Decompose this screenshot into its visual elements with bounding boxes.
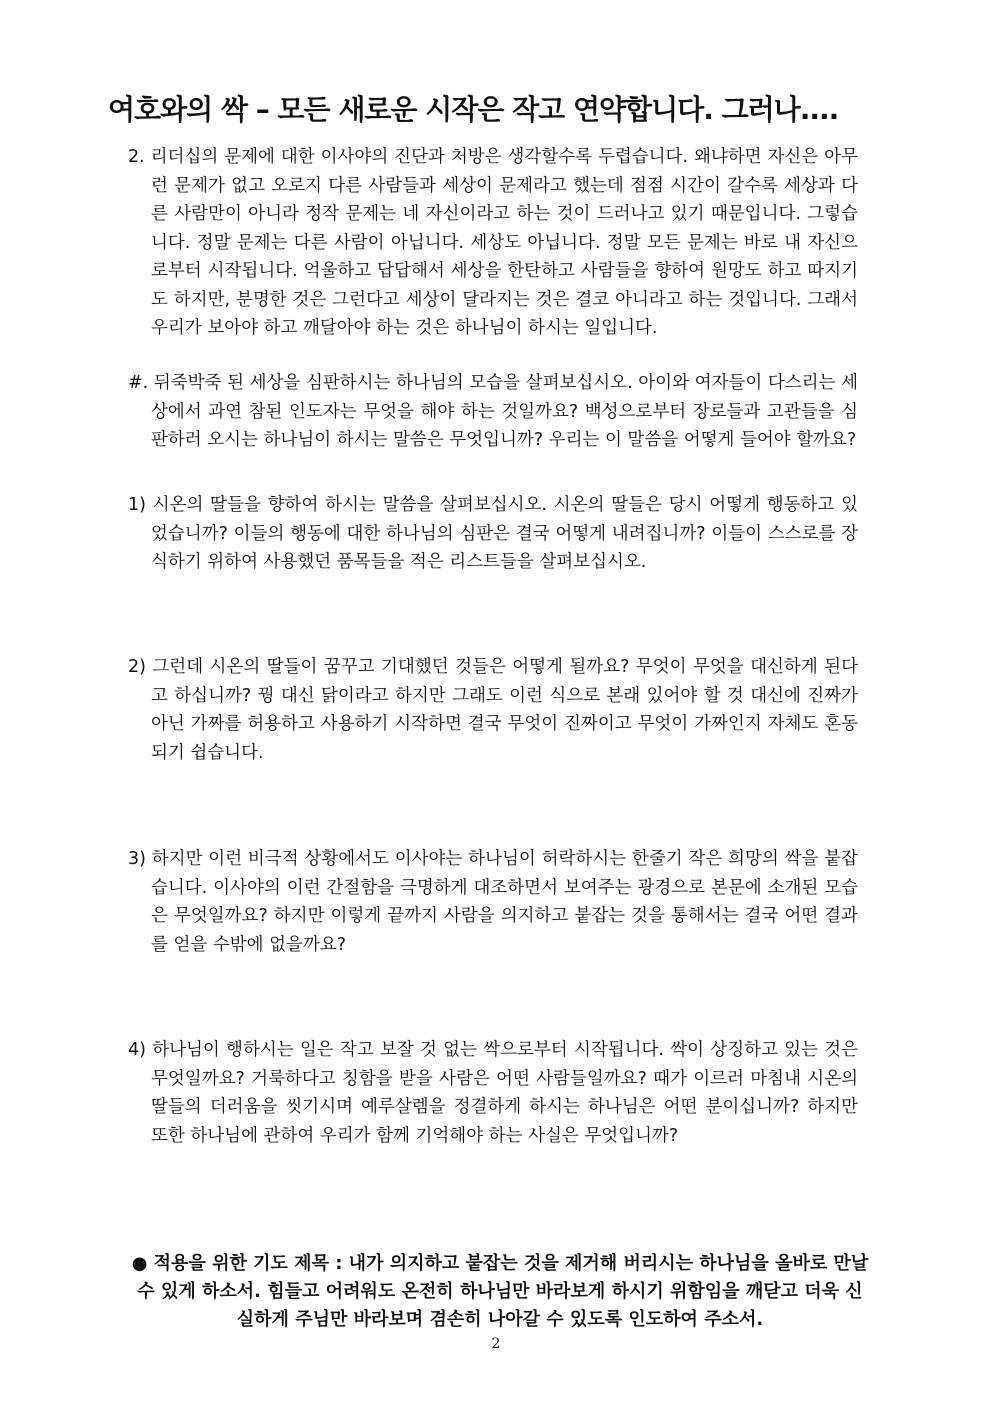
- question-4: 4) 하나님이 행하시는 일은 작고 보잘 것 없는 싹으로부터 시작됩니다. 싹이 상징하고 있는 것은 무엇일까요? 거룩하다고 칭함을 받을 사람은 어떤 사람들일까요? 때가 이르러 마침내 시온의 딸들의 더러움을 씻기시며 예루살렘을 정결하게 하시는 하나님은 어떤 분이십니까? 하지만 또한 하나님에 관하여 우리가 함께 기억해야 하는 사실은 무엇입니까?: [128, 1040, 858, 1146]
- page-number: 2: [491, 1336, 501, 1352]
- question-1: 1) 시온의 딸들을 향하여 하시는 말씀을 살펴보십시오. 시온의 딸들은 당시 어떻게 행동하고 있었습니까? 이들의 행동에 대한 하나님의 심판은 결국 어떻게 내려집니까? 이들이 스스로를 장식하기 위하여 사용했던 품목들을 적은 리스트들을 살펴보십시오.: [128, 495, 858, 572]
- question-3: 3) 하지만 이런 비극적 상황에서도 이사야는 하나님이 허락하시는 한줄기 작은 희망의 싹을 붙잡습니다. 이사야의 이런 간절함을 극명하게 대조하면서 보여주는 광경으로 본문에 소개된 모습은 무엇일까요? 하지만 이렇게 끝까지 사람을 의지하고 붙잡는 것을 통해서는 결국 어떤 결과를 얻을 수밖에 없을까요?: [128, 849, 858, 955]
- question-2: 2) 그런데 시온의 딸들이 꿈꾸고 기대했던 것들은 어떻게 될까요? 무엇이 무엇을 대신하게 된다고 하십니까? 꿩 대신 닭이라고 하지만 그래도 이런 식으로 본래 있어야 할 것 대신에 진짜가 아닌 가짜를 허용하고 사용하기 시작하면 결국 무엇이 진짜이고 무엇이 가짜인지 자체도 혼동되기 쉽습니다.: [128, 657, 858, 763]
- paragraph-judgment: #. 뒤죽박죽 된 세상을 심판하시는 하나님의 모습을 살펴보십시오. 아이와 여자들이 다스리는 세상에서 과연 참된 인도자는 무엇을 해야 하는 것일까요? 백성으로부터 장로들과 고관들을 심판하러 오시는 하나님이 하시는 말씀은 무엇입니까? 우리는 이 말씀을 어떻게 들어야 할까요?: [128, 373, 858, 450]
- prayer-topic: ● 적용을 위한 기도 제목 : 내가 의지하고 붙잡는 것을 제거해 버리시는 하나님을 올바로 만날 수 있게 하소서. 힘들고 어려워도 온전히 하나님만 바라보게 하시기 위함임을 깨닫고 더욱 신실하게 주님만 바라보며 겸손히 나아갈 수 있도록 인도하여 주소서.: [131, 1253, 869, 1330]
- paragraph-leadership: 2. 리더십의 문제에 대한 이사야의 진단과 처방은 생각할수록 두렵습니다. 왜냐하면 자신은 아무런 문제가 없고 오로지 다른 사람들과 세상이 문제라고 했는데 점점 시간이 갈수록 세상과 다른 사람만이 아니라 정작 문제는 네 자신이라고 하는 것이 드러나고 있기 때문입니다. 그렇습니다. 정말 문제는 다른 사람이 아닙니다. 세상도 아닙니다. 정말 모든 문제는 바로 내 자신으로부터 시작됩니다. 억울하고 답답해서 세상을 한탄하고 사람들을 향하여 원망도 하고 따지기도 하지만, 분명한 것은 그런다고 세상이 달라지는 것은 결코 아니라고 하는 것입니다. 그래서 우리가 보아야 하고 깨달아야 하는 것은 하나님이 하시는 일입니다.: [128, 147, 858, 338]
- page-title: 여호와의 싹 – 모든 새로운 시작은 작고 연약합니다. 그러나....: [108, 93, 839, 126]
